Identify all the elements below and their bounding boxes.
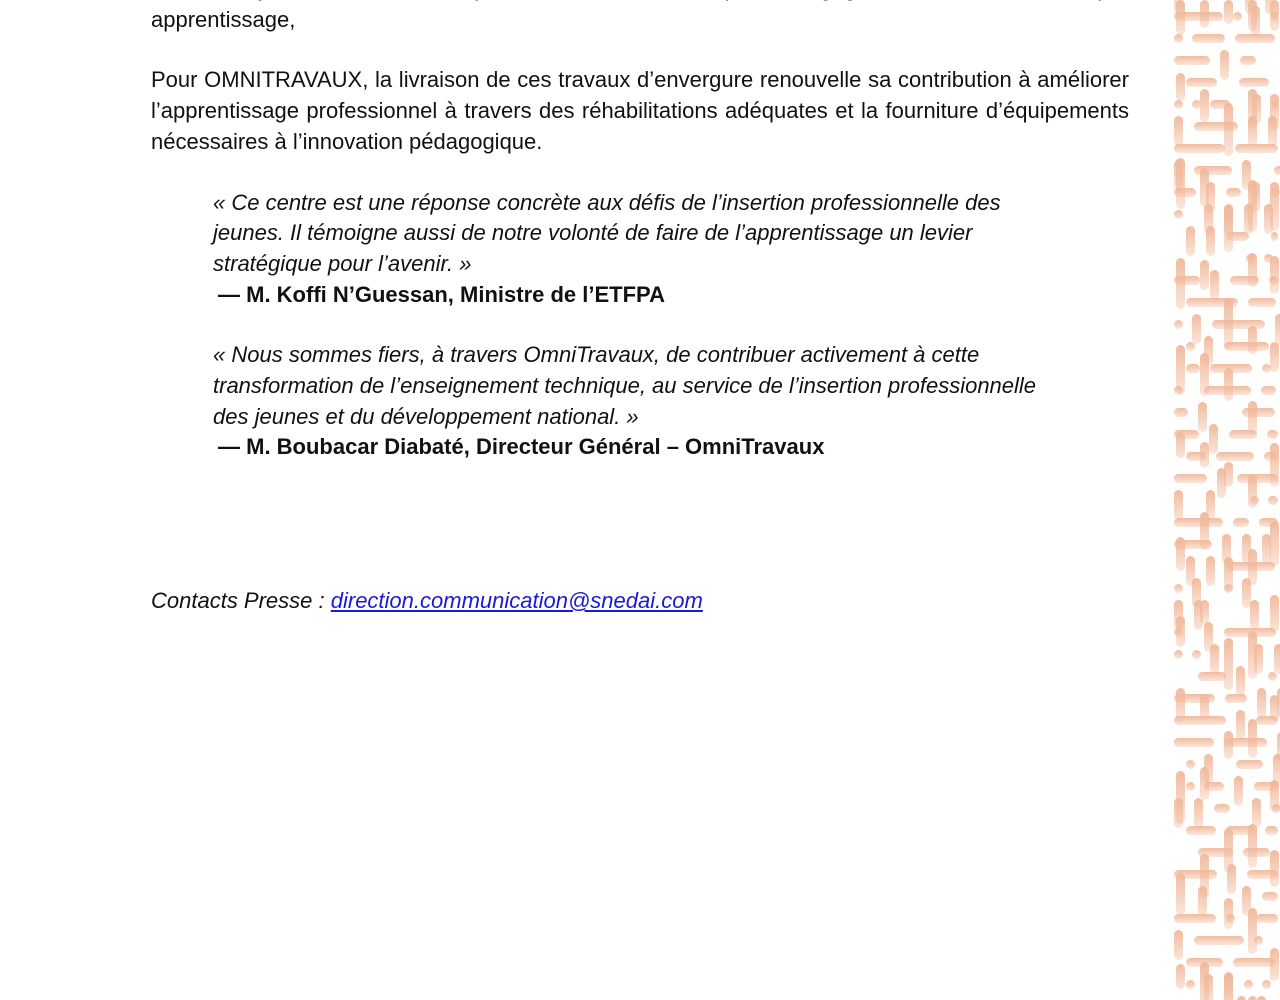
pattern-segment: [1224, 638, 1233, 690]
pattern-segment: [1174, 144, 1225, 153]
quote-director: [213, 340, 1073, 463]
pattern-segment: [1239, 78, 1269, 87]
pattern-segment: [1209, 424, 1218, 454]
pattern-segment: [1274, 166, 1280, 175]
pattern-segment: [1262, 534, 1271, 564]
pattern-segment: [1176, 0, 1185, 35]
pattern-segment: [1236, 710, 1245, 740]
pattern-segment: [1248, 253, 1257, 287]
pattern-segment: [1270, 948, 1279, 981]
pattern-segment: [1270, 695, 1279, 721]
pattern-segment: [1186, 364, 1200, 373]
document-body: [151, 0, 1129, 463]
pattern-segment: [1257, 996, 1266, 1000]
paragraph-omnitravaux: Pour OMNITRAVAUX, la livraison de ces travaux d’envergure renouvelle sa contribution à améliorer l’apprentissage professionnel à travers des réhabilitations adéquates et la fourniture d’équipements nécessaires à l’innovation pédagogique.: [151, 67, 1129, 154]
pattern-segment: [1200, 962, 1209, 1000]
pattern-segment: [1186, 782, 1195, 791]
pattern-segment: [1200, 512, 1209, 550]
quote-minister: [213, 188, 1073, 311]
pattern-segment: [1248, 631, 1257, 679]
pattern-segment: [1174, 914, 1216, 923]
pattern-segment: [1176, 432, 1185, 458]
pattern-segment: [1268, 496, 1278, 505]
pattern-segment: [1174, 408, 1188, 417]
press-email-link[interactable]: direction.communication@snedai.com: [330, 588, 703, 613]
pattern-segment: [1174, 56, 1210, 65]
pattern-segment: [1270, 94, 1279, 130]
pattern-segment: [1268, 672, 1277, 681]
pattern-segment: [1176, 688, 1185, 722]
pattern-segment: [1248, 401, 1257, 434]
pattern-segment: [1235, 144, 1278, 153]
pattern-segment: [1186, 226, 1195, 256]
pattern-segment: [1237, 996, 1246, 1000]
pattern-segment: [1174, 930, 1183, 960]
pattern-segment: [1224, 462, 1233, 487]
pattern-segment: [1176, 158, 1185, 209]
pattern-segment: [1174, 584, 1183, 593]
pattern-segment: [1248, 824, 1257, 868]
pattern-segment: [1192, 100, 1201, 109]
pattern-segment: [1235, 34, 1275, 43]
pattern-segment: [1248, 0, 1257, 31]
pattern-segment: [1174, 650, 1183, 659]
pattern-segment: [1200, 89, 1209, 122]
quote-text: « Nous sommes fiers, à travers OmniTravaux, de contribuer activement à cette transformation de l’enseignement technique, au service de l’insertion professionnelle des jeunes et du développement national. »: [213, 342, 1037, 429]
pattern-segment: [1206, 226, 1215, 256]
pattern-segment: [1214, 804, 1230, 813]
pattern-segment: [1274, 644, 1280, 674]
pattern-segment: [1220, 50, 1229, 80]
pattern-segment: [1200, 694, 1209, 720]
pattern-segment: [1212, 320, 1265, 329]
pattern-segment: [1270, 780, 1279, 812]
pattern-segment: [1200, 0, 1209, 28]
pattern-segment: [1174, 518, 1223, 527]
pattern-segment: [1198, 672, 1226, 681]
pattern-segment: [1224, 898, 1233, 929]
pattern-segment: [1186, 760, 1195, 769]
pattern-segment: [1224, 0, 1233, 24]
pattern-segment: [1176, 73, 1185, 101]
pattern-segment: [1225, 694, 1247, 703]
pattern-segment: [1224, 731, 1233, 759]
pattern-segment: [1200, 353, 1209, 396]
pattern-segment: [1250, 600, 1259, 630]
pattern-segment: [1270, 521, 1279, 566]
pattern-segment: [1186, 980, 1195, 989]
paragraph-partners: apprentissage,: [151, 6, 296, 32]
pattern-segment: [1240, 56, 1256, 65]
pattern-segment: [1224, 298, 1233, 349]
pattern-segment: [1270, 443, 1279, 487]
pattern-segment: [1248, 996, 1257, 1000]
pattern-segment: [1224, 103, 1233, 156]
pattern-segment: [1176, 537, 1185, 571]
pattern-segment: [1267, 430, 1278, 439]
pattern-segment: [1186, 342, 1195, 351]
pattern-segment: [1224, 972, 1233, 1000]
pattern-segment: [1275, 314, 1280, 344]
pattern-segment: [1224, 206, 1233, 252]
pattern-segment: [1192, 34, 1225, 43]
pattern-segment: [1248, 549, 1257, 585]
pattern-segment: [1174, 116, 1183, 146]
pattern-segment: [1270, 0, 1279, 31]
pattern-segment: [1233, 958, 1275, 967]
pattern-segment: [1210, 644, 1219, 674]
pattern-segment: [1248, 298, 1276, 307]
quote-author: — M. Koffi N’Guessan, Ministre de l’ETFPA: [218, 281, 665, 307]
pattern-segment: [1262, 980, 1271, 989]
pattern-segment: [1200, 767, 1209, 800]
press-contacts-label: Contacts Presse :: [151, 588, 331, 613]
pattern-segment: [1174, 490, 1183, 520]
pattern-segment: [1270, 256, 1279, 294]
pattern-segment: [1248, 908, 1257, 954]
pattern-segment: [1233, 12, 1242, 21]
pattern-segment: [1262, 364, 1271, 373]
pattern-segment: [1271, 232, 1278, 241]
pattern-segment: [1206, 556, 1215, 586]
pattern-segment: [1252, 798, 1261, 828]
pattern-segment: [1186, 826, 1216, 835]
pattern-segment: [1265, 826, 1278, 835]
pattern-segment: [1174, 100, 1183, 109]
pattern-segment: [1174, 474, 1207, 483]
pattern-segment: [1261, 386, 1276, 395]
pattern-segment: [1248, 475, 1257, 508]
pattern-segment: [1200, 442, 1209, 468]
pattern-segment: [1270, 182, 1279, 231]
pattern-segment: [1256, 914, 1278, 923]
pattern-segment: [1270, 850, 1279, 887]
pattern-segment: [1248, 719, 1257, 758]
press-contacts: [151, 586, 703, 617]
pattern-segment: [1233, 518, 1249, 527]
pattern-segment: [1257, 688, 1266, 718]
pattern-segment: [1216, 452, 1254, 461]
pattern-segment: [1174, 738, 1214, 747]
pattern-segment: [1224, 368, 1233, 401]
pattern-segment: [1200, 600, 1209, 624]
pattern-segment: [1176, 964, 1185, 989]
pattern-segment: [1176, 345, 1185, 394]
pattern-segment: [1210, 270, 1219, 300]
pattern-segment: [1236, 760, 1263, 769]
pattern-segment: [1242, 408, 1275, 417]
pattern-segment: [1224, 557, 1233, 592]
pattern-segment: [1176, 616, 1185, 647]
pattern-segment: [1270, 342, 1279, 372]
pattern-segment: [1176, 873, 1185, 915]
pattern-segment: [1194, 798, 1203, 828]
pattern-segment: [1194, 166, 1232, 175]
pattern-segment: [1174, 210, 1183, 219]
pattern-segment: [1273, 754, 1280, 784]
pattern-segment: [1226, 188, 1241, 197]
pattern-segment: [1186, 78, 1217, 87]
pattern-segment: [1224, 828, 1233, 873]
pattern-segment: [1176, 771, 1185, 824]
pattern-segment: [1236, 666, 1245, 696]
pattern-segment: [1192, 314, 1201, 344]
pattern-segment: [1200, 260, 1209, 290]
pattern-segment: [1234, 776, 1243, 806]
pattern-segment: [1192, 650, 1201, 659]
pattern-segment: [1174, 34, 1183, 43]
pattern-segment: [1244, 980, 1253, 989]
decorative-pattern-border: [1172, 0, 1280, 1000]
pattern-segment: [1200, 168, 1209, 207]
quote-author: — M. Boubacar Diabaté, Directeur Général – OmniTravaux: [218, 434, 825, 460]
pattern-segment: [1248, 326, 1257, 354]
pattern-segment: [1200, 854, 1209, 898]
pattern-segment: [1194, 936, 1244, 945]
pattern-segment: [1262, 892, 1278, 901]
pattern-segment: [1176, 258, 1185, 309]
pattern-segment: [1174, 320, 1183, 329]
pattern-segment: [1198, 402, 1207, 432]
pattern-segment: [1270, 595, 1279, 632]
pattern-segment: [1248, 180, 1257, 232]
quote-text: « Ce centre est une réponse concrète aux défis de l’insertion professionnelle des jeunes. Il témoigne aussi de notre volonté de faire de l’apprentissage un levier stratégique pour l’avenir. »: [213, 189, 1001, 276]
pattern-segment: [1248, 89, 1257, 128]
